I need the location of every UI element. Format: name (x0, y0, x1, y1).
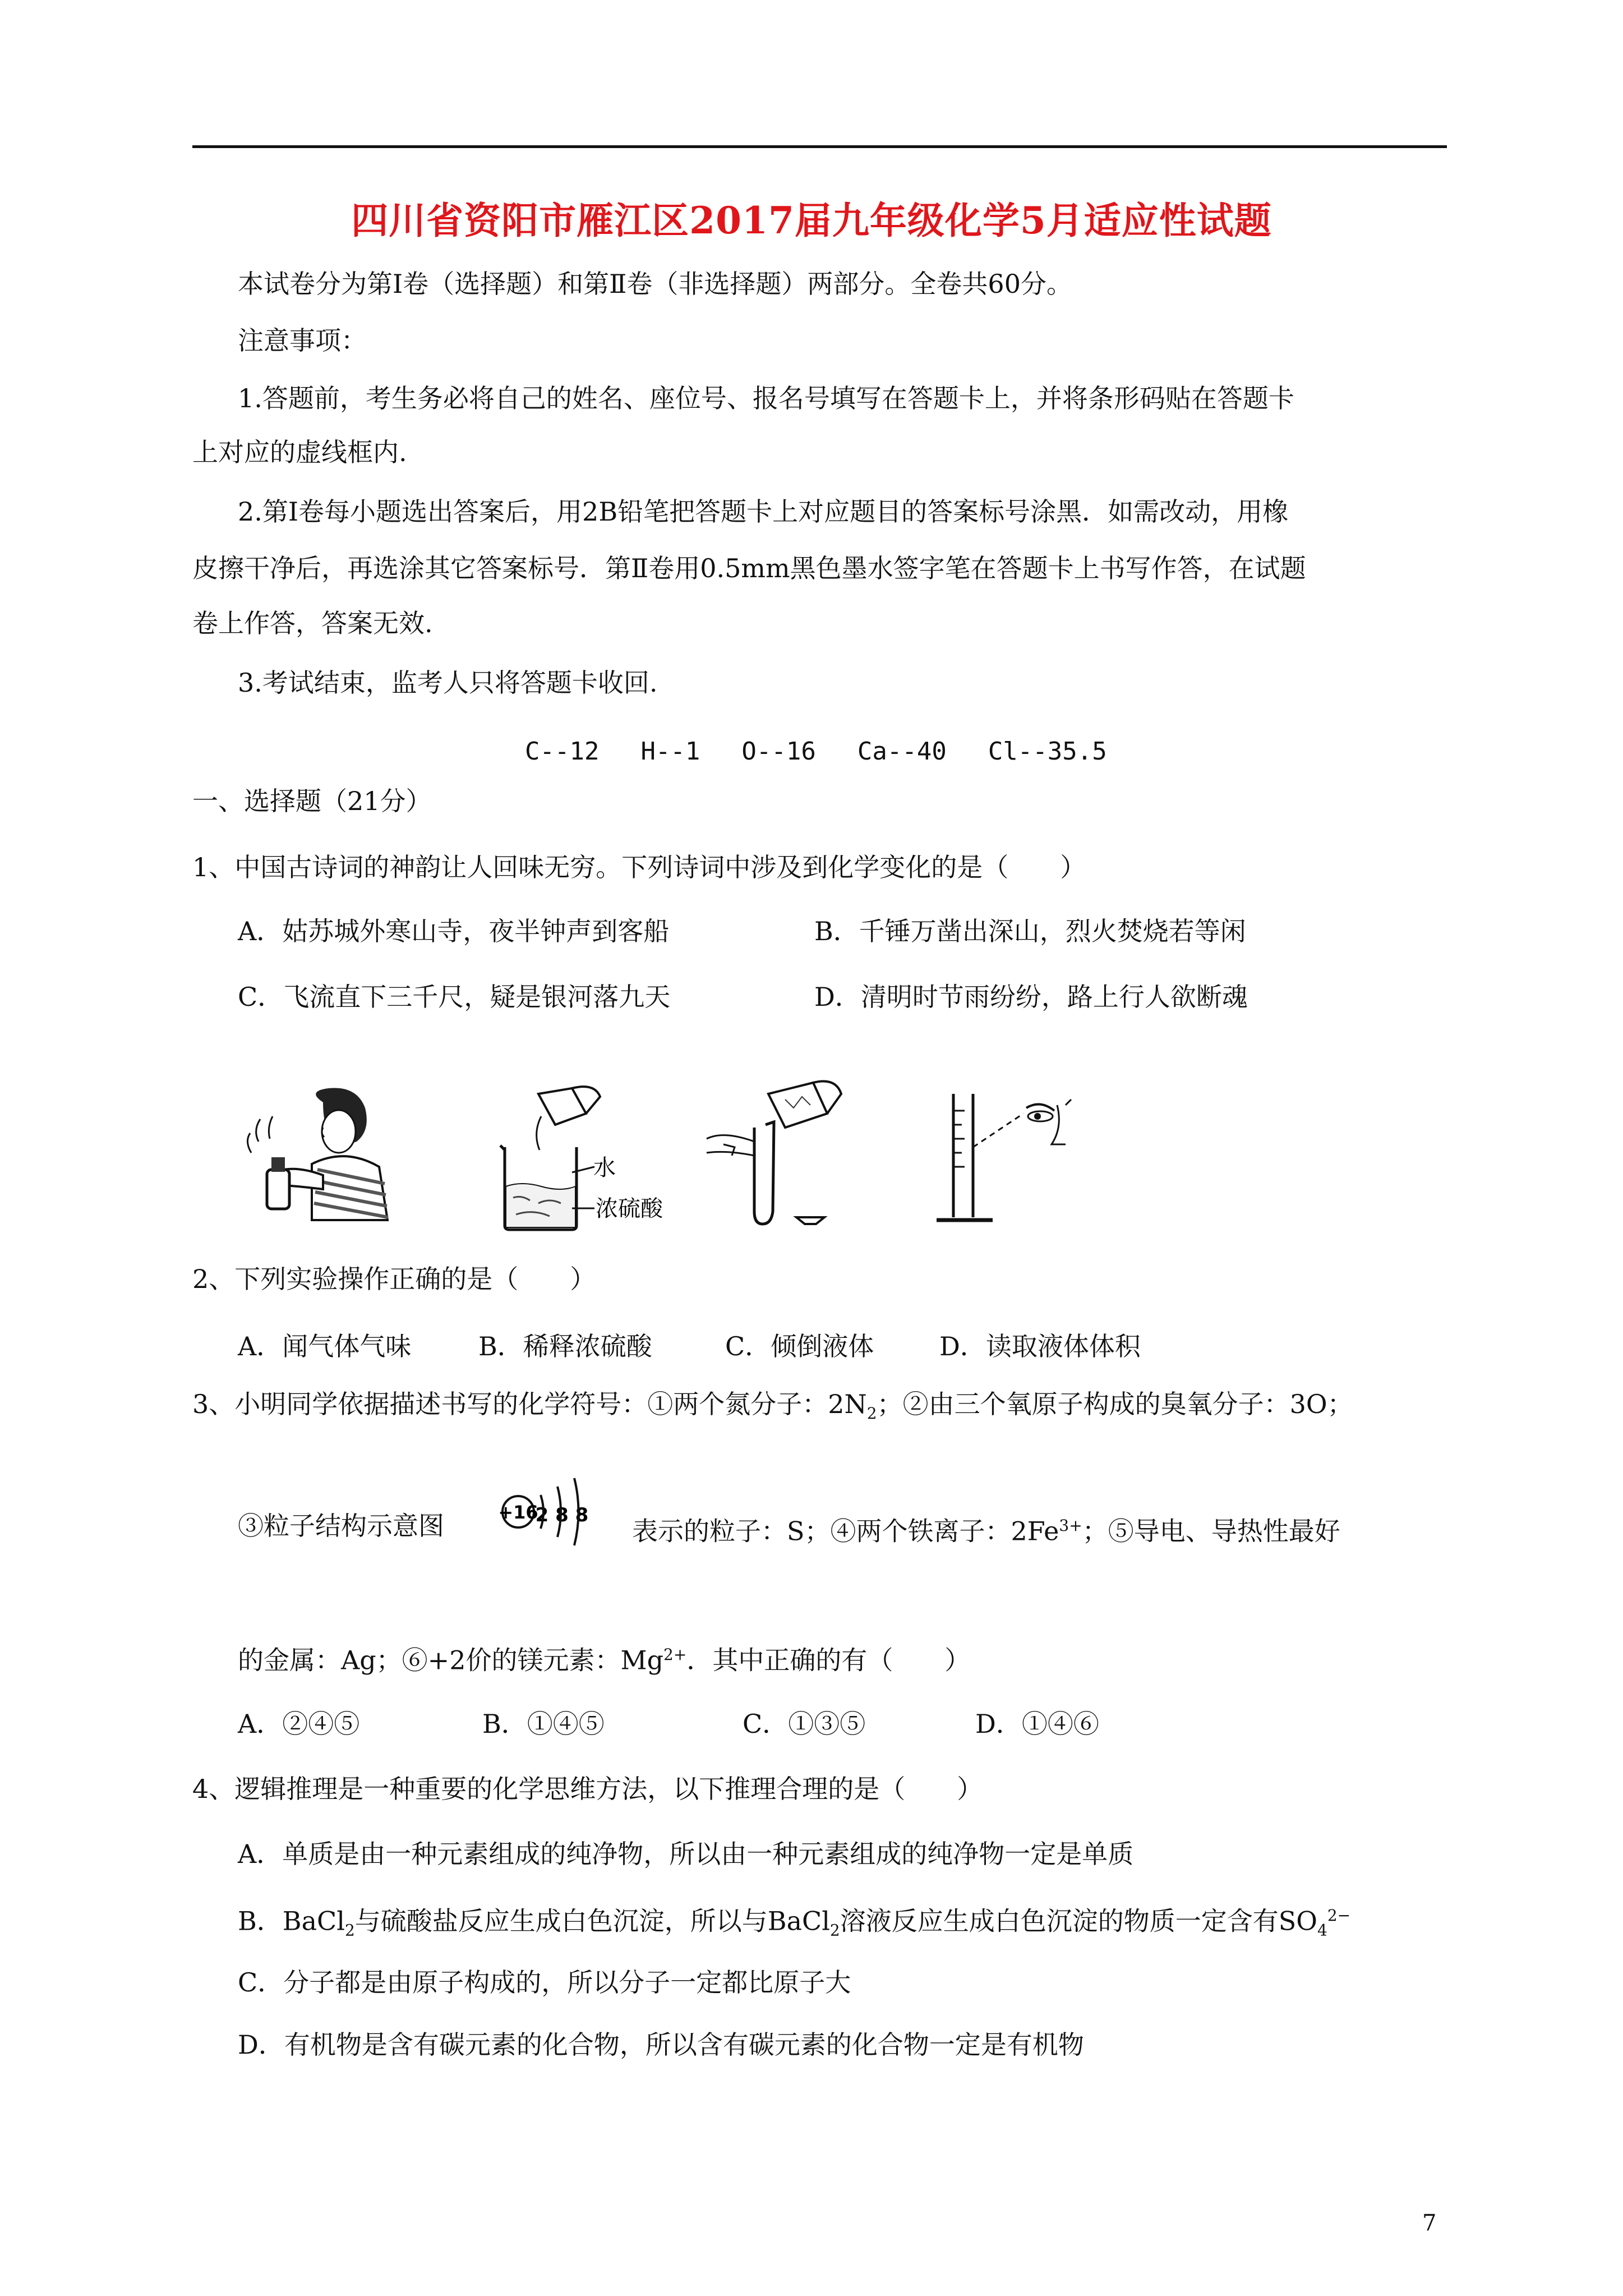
q3-part3-label: ③粒子结构示意图 (238, 1511, 444, 1541)
nucleus-charge: +16 (498, 1502, 538, 1523)
atomic-mass-row (525, 735, 1149, 769)
dilute-acid-figure (488, 1083, 690, 1234)
q3-line3-b: ．其中正确的有（ ） (686, 1645, 971, 1676)
q4-b-sub2: 2 (829, 1921, 840, 1940)
q4-b-sup: 2− (1327, 1906, 1351, 1925)
q4-option-d: D．有机物是含有碳元素的化合物，所以含有碳元素的化合物一定是有机物 (238, 2030, 1084, 2060)
q3-mg-superscript: 2+ (663, 1645, 687, 1664)
q2-option-a: A．闻气体气味 (238, 1331, 412, 1361)
note2-line2: 皮擦干净后，再选涂其它答案标号．第Ⅱ卷用0.5mm黑色墨水签字笔在答题卡上书写作答，在试题 (192, 553, 1306, 583)
q4-option-b (238, 1899, 1350, 1948)
atomic-mass-cl: Cl--35.5 (988, 737, 1107, 766)
q4-b-part2: 与硫酸盐反应生成白色沉淀，所以与BaCl (354, 1906, 830, 1936)
atomic-mass-h: H--1 (640, 737, 700, 766)
q3-option-a: A．②④⑤ (238, 1709, 360, 1739)
q3-stem-part1: 3、小明同学依据描述书写的化学符号：①两个氮分子：2N (192, 1389, 867, 1419)
intro-line: 本试卷分为第Ⅰ卷（选择题）和第Ⅱ卷（非选择题）两部分。全卷共60分。 (238, 269, 1072, 299)
q3-option-c: C．①③⑤ (743, 1709, 866, 1739)
q3-part3-text (632, 1509, 1340, 1548)
q4-b-sub1: 2 (344, 1921, 355, 1940)
q4-b-part3: 溶液反应生成白色沉淀的物质一定含有SO (840, 1906, 1317, 1936)
q1-option-a: A．姑苏城外寒山寺，夜半钟声到客船 (238, 916, 670, 946)
q3-stem (192, 1387, 1353, 1430)
q3-option-d: D．①④⑥ (975, 1709, 1099, 1739)
note1-line1: 1.答题前，考生务必将自己的姓名、座位号、报名号填写在答题卡上，并将条形码贴在答题卡 (238, 383, 1294, 413)
q1-option-c: C．飞流直下三千尺，疑是银河落九天 (238, 982, 671, 1012)
q1-option-d: D．清明时节雨纷纷，路上行人欲断魂 (814, 982, 1248, 1012)
electron-shells: 2 8 8 (535, 1504, 589, 1526)
atomic-mass-ca: Ca--40 (857, 737, 947, 766)
q1-option-b: B．千锤万凿出深山，烈火焚烧若等闲 (814, 916, 1246, 946)
q2-option-d: D．读取液体体积 (939, 1331, 1141, 1361)
q2-stem: 2、下列实验操作正确的是（ ） (192, 1264, 596, 1294)
section1-heading: 一、选择题（21分） (192, 786, 432, 816)
q4-b-sub3: 4 (1317, 1921, 1327, 1940)
note1-line2: 上对应的虚线框内. (192, 437, 407, 467)
page-number: 7 (1422, 2210, 1437, 2236)
page-title: 四川省资阳市雁江区2017届九年级化学5月适应性试题 (351, 199, 1272, 242)
q3-fe-superscript: 3+ (1059, 1516, 1082, 1535)
notice-heading: 注意事项： (238, 325, 367, 356)
header-rule (192, 145, 1447, 148)
read-volume-figure (931, 1083, 1077, 1228)
q1-stem: 1、中国古诗词的神韵让人回味无穷。下列诗词中涉及到化学变化的是（ ） (192, 852, 1086, 882)
q3-part3-c: ；⑤导电、导热性最好 (1082, 1516, 1340, 1547)
smell-gas-figure (245, 1085, 396, 1226)
atomic-mass-c: C--12 (525, 737, 600, 766)
q3-part3-b: 表示的粒子：S；④两个铁离子：2Fe (632, 1516, 1059, 1547)
q2-option-c: C．倾倒液体 (725, 1331, 874, 1361)
q4-stem: 4、逻辑推理是一种重要的化学思维方法，以下推理合理的是（ ） (192, 1774, 983, 1804)
q4-option-c: C．分子都是由原子构成的，所以分子一定都比原子大 (238, 1967, 851, 1998)
q2-option-b: B．稀释浓硫酸 (478, 1331, 652, 1361)
q3-line3 (238, 1638, 970, 1677)
q3-line3-a: 的金属：Ag；⑥+2价的镁元素：Mg (238, 1645, 664, 1676)
atomic-mass-o: O--16 (741, 737, 816, 766)
q3-n2-subscript: 2 (866, 1404, 877, 1423)
q4-option-a: A．单质是由一种元素组成的纯净物，所以由一种元素组成的纯净物一定是单质 (238, 1839, 1134, 1869)
acid-label: 浓硫酸 (596, 1196, 663, 1222)
water-label: 水 (593, 1155, 616, 1181)
note2-line1: 2.第Ⅰ卷每小题选出答案后，用2B铅笔把答题卡上对应题目的答案标号涂黑．如需改动，用橡 (238, 496, 1289, 527)
q3-stem-part2: ；②由三个氧原子构成的臭氧分子：3O； (877, 1389, 1353, 1419)
note2-line3: 卷上作答，答案无效. (192, 608, 433, 638)
pour-liquid-figure (701, 1077, 869, 1234)
note3-line: 3.考试结束，监考人只将答题卡收回. (238, 668, 658, 698)
q4-b-part1: B．BaCl (238, 1906, 345, 1936)
q3-option-b: B．①④⑤ (482, 1709, 605, 1739)
sulfur-ion-diagram (496, 1470, 602, 1554)
